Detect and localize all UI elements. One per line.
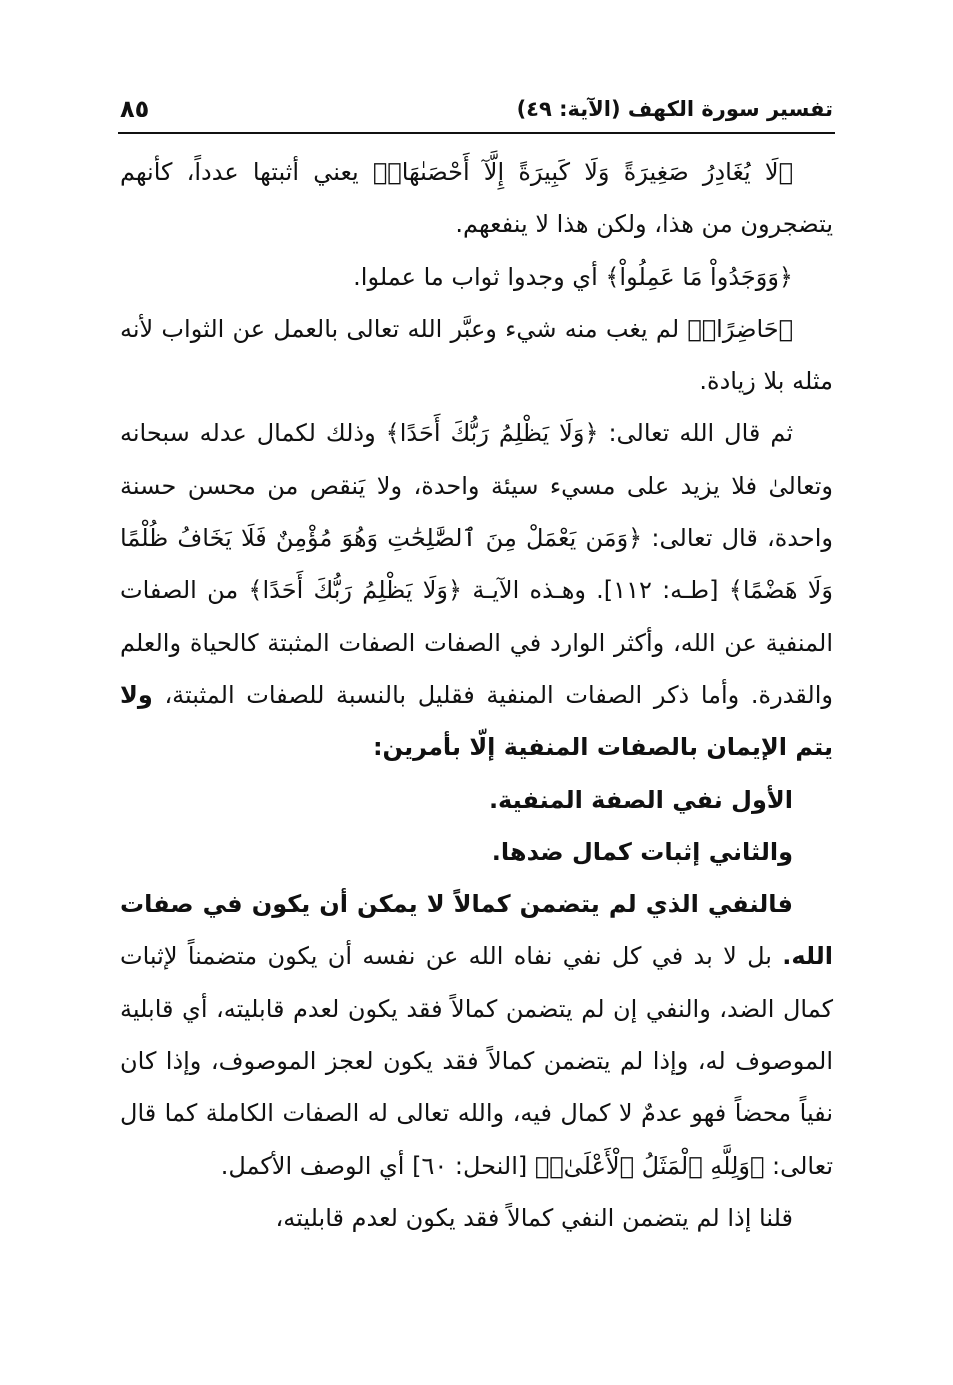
- bold-text: ولا يتم الإيمان بالصفات المنفية إلّا بأمرين:: [120, 680, 833, 762]
- page-number: ٨٥: [120, 95, 150, 123]
- paragraph-text: ﴿وَوَجَدُواْ مَا عَمِلُواْ﴾ أي وجدوا ثواب ما عملوا.: [353, 262, 793, 291]
- paragraph: [120, 146, 833, 251]
- paragraph-text: قلنا إذا لم يتضمن النفي كمالاً فقد يكون لعدم قابليته،: [275, 1203, 793, 1232]
- paragraph: [120, 826, 833, 878]
- paragraph: [120, 303, 833, 408]
- paragraph-text: ثم قال الله تعالى: ﴿وَلَا يَظْلِمُ رَبُّكَ أَحَدًا﴾ وذلك لكمال عدله سبحانه وتعالىٰ فلا يزيد على مسيء سيئة واحدة، ولا يَنقص من محسن حسنة واحدة، قال تعالى: ﴿وَمَن يَعْمَلْ مِنَ ٱلصَّٰلِحَٰتِ وَهُوَ مُؤْمِنٌ فَلَا يَخَافُ ظُلْمًا وَلَا هَضْمًا﴾ [طـه: ١١٢]. وهـذه الآيـة ﴿وَلَا يَظْلِمُ رَبُّكَ أَحَدًا﴾ من الصفات المنفية عن الله، وأكثر الوارد في الصفات الصفات المثبتة كالحياة والعلم والقدرة. وأما ذكر الصفات المنفية فقليل بالنسبة للصفات المثبتة،: [120, 419, 833, 709]
- bold-text: فالنفي الذي لم يتضمن كمالاً لا يمكن أن يكون في صفات الله.: [120, 890, 833, 971]
- page-header: [120, 88, 833, 130]
- page-body: [120, 146, 833, 1244]
- paragraph-text: ﴿لَا يُغَادِرُ صَغِيرَةً وَلَا كَبِيرَةً إِلَّآ أَحْصَىٰهَاۚ﴾ يعني أثبتها عدداً، كأنهم يتضجرون من هذا، ولكن هذا لا ينفعهم.: [120, 158, 833, 239]
- header-rule: [118, 132, 835, 134]
- paragraph: [120, 407, 833, 773]
- paragraph: [120, 1192, 833, 1244]
- paragraph-text: بل لا بد في كل نفي نفاه الله عن نفسه أن يكون متضمناً لإثبات كمال الضد، والنفي إن لم يتضمن كمالاً فقد يكون لعدم قابليته، أي قابلية الموصوف له، وإذا لم يتضمن كمالاً فقد يكون لعجز الموصوف، وإذا كان نفياً محضاً فهو عدمٌ لا كمال فيه، والله تعالى له الصفات الكاملة كما قال تعالى: ﴿وَلِلَّهِ ٱلْمَثَلُ ٱلْأَعْلَىٰۚ﴾ [النحل: ٦٠] أي الوصف الأكمل.: [120, 942, 833, 1180]
- paragraph: [120, 251, 833, 303]
- paragraph: [120, 774, 833, 826]
- bold-text: والثاني إثبات كمال ضدها.: [491, 837, 793, 866]
- running-title: تفسير سورة الكهف (الآية: ٤٩): [516, 97, 833, 121]
- paragraph-text: ﴿حَاضِرًاۗ﴾ لم يغب منه شيء وعبَّر الله تعالى بالعمل عن الثواب لأنه مثله بلا زيادة.: [120, 314, 833, 396]
- paragraph: [120, 878, 833, 1192]
- bold-text: الأول نفي الصفة المنفية.: [488, 785, 793, 814]
